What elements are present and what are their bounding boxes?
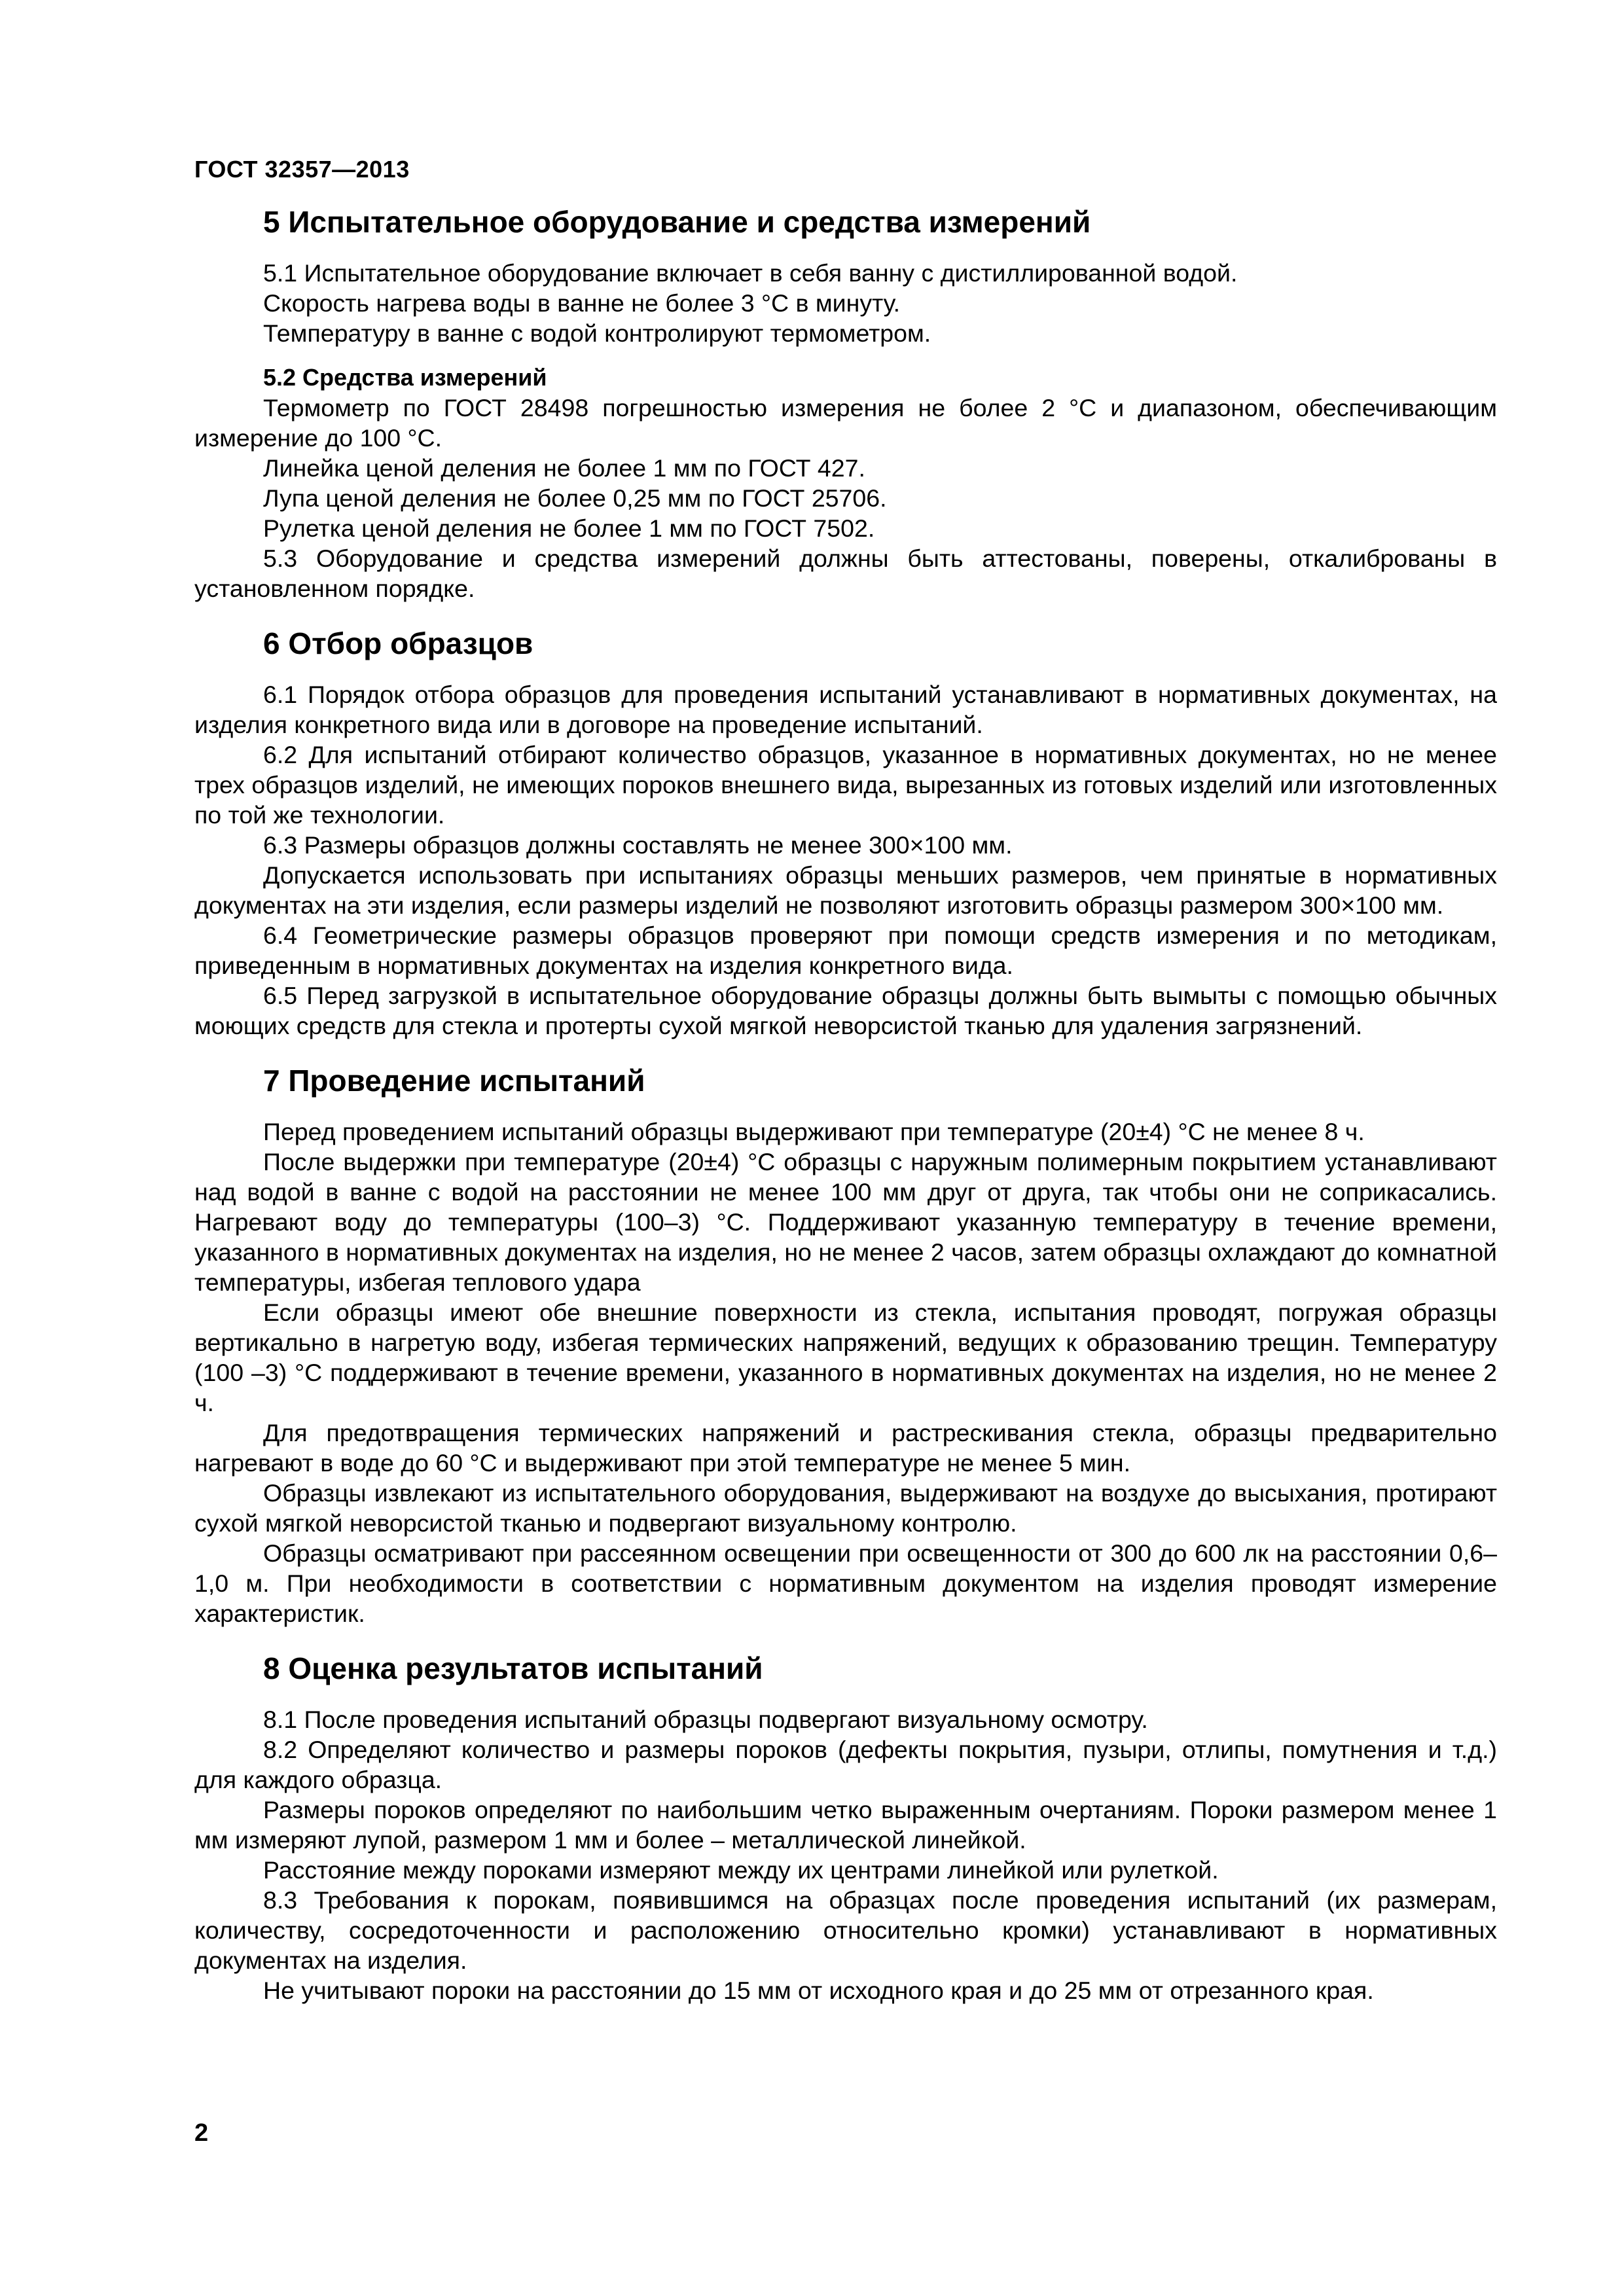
paragraph: 6.2 Для испытаний отбирают количество образцов, указанное в нормативных документах, но не менее трех образцов изделий, не имеющих пороков внешнего вида, вырезанных из готовых изделий или изготовленных по той же технологии. (194, 741, 1497, 829)
paragraph: Образцы извлекают из испытательного оборудования, выдерживают на воздухе до высыхания, протирают сухой мягкой неворсистой тканью и подвергают визуальному контролю. (194, 1479, 1497, 1537)
paragraph: 8.3 Требования к порокам, появившимся на образцах после проведения испытаний (их размерам, количеству, сосредоточенности и расположению относительно кромки) устанавливают в нормативных документах на изделия. (194, 1886, 1497, 1974)
paragraph: Термометр по ГОСТ 28498 погрешностью измерения не более 2 °С и диапазоном, обеспечивающим измерение до 100 °С. (194, 394, 1497, 452)
paragraph: Перед проведением испытаний образцы выдерживают при температуре (20±4) °С не менее 8 ч. (263, 1118, 1365, 1145)
section-title-5: 5 Испытательное оборудование и средства измерений (263, 205, 1091, 239)
document-body (194, 199, 1497, 2005)
section-title-8: 8 Оценка результатов испытаний (263, 1651, 763, 1685)
paragraph: Лупа ценой деления не более 0,25 мм по ГОСТ 25706. (263, 484, 887, 512)
paragraph: 6.5 Перед загрузкой в испытательное оборудование образцы должны быть вымыты с помощью обычных моющих средств для стекла и протерты сухой мягкой неворсистой тканью для удаления загрязнений. (194, 982, 1497, 1039)
document-code-header: ГОСТ 32357—2013 (194, 156, 410, 183)
paragraph: 6.3 Размеры образцов должны составлять не менее 300×100 мм. (263, 831, 1013, 859)
paragraph: 6.4 Геометрические размеры образцов проверяют при помощи средств измерения и по методикам, приведенным в нормативных документах на изделия конкретного вида. (194, 922, 1497, 979)
paragraph: 8.1 После проведения испытаний образцы подвергают визуальному осмотру. (263, 1706, 1148, 1733)
section-title-7: 7 Проведение испытаний (263, 1064, 645, 1098)
paragraph: Скорость нагрева воды в ванне не более 3 °С в минуту. (263, 289, 901, 317)
paragraph: 8.2 Определяют количество и размеры пороков (дефекты покрытия, пузыри, отлипы, помутнения и т.д.) для каждого образца. (194, 1736, 1497, 1793)
paragraph: Расстояние между пороками измеряют между их центрами линейкой или рулеткой. (263, 1856, 1219, 1884)
paragraph: 5.3 Оборудование и средства измерений должны быть аттестованы, поверены, откалиброваны в установленном порядке. (194, 545, 1497, 602)
paragraph: Для предотвращения термических напряжений и растрескивания стекла, образцы предварительно нагревают в воде до 60 °С и выдерживают при этой температуре не менее 5 мин. (194, 1419, 1497, 1477)
paragraph: Если образцы имеют обе внешние поверхности из стекла, испытания проводят, погружая образцы вертикально в нагретую воду, избегая термических напряжений, ведущих к образованию трещин. Температуру (100 –3) °С поддерживают в течение времени, указанного в нормативных документах на изделия, но не менее 2 ч. (194, 1299, 1497, 1416)
paragraph: 6.1 Порядок отбора образцов для проведения испытаний устанавливают в нормативных документах, на изделия конкретного вида или в договоре на проведение испытаний. (194, 681, 1497, 738)
paragraph: Линейка ценой деления не более 1 мм по ГОСТ 427. (263, 454, 865, 482)
paragraph: 5.1 Испытательное оборудование включает в себя ванну с дистиллированной водой. (263, 259, 1238, 287)
paragraph: Образцы осматривают при рассеянном освещении при освещенности от 300 до 600 лк на расстоянии 0,6–1,0 м. При необходимости в соответствии с нормативным документом на изделия проводят измерение характеристик. (194, 1539, 1497, 1627)
paragraph: Не учитывают пороки на расстоянии до 15 мм от исходного края и до 25 мм от отрезанного края. (263, 1977, 1374, 2004)
paragraph: Температуру в ванне с водой контролируют термометром. (263, 319, 931, 347)
paragraph: После выдержки при температуре (20±4) °С образцы с наружным полимерным покрытием устанавливают над водой в ванне с водой на расстоянии не менее 100 мм друг от друга, так чтобы они не соприкасались. Нагревают воду до температуры (100–3) °С. Поддерживают указанную температуру в течение времени, указанного в нормативных документах на изделия, но не менее 2 часов, затем образцы охлаждают до комнатной температуры, избегая теплового удара (194, 1148, 1497, 1296)
paragraph: Размеры пороков определяют по наибольшим четко выраженным очертаниям. Пороки размером менее 1 мм измеряют лупой, размером 1 мм и более – металлической линейкой. (194, 1796, 1497, 1854)
section-title-6: 6 Отбор образцов (263, 626, 533, 660)
page-number: 2 (194, 2119, 209, 2147)
subsection-title-5-2: 5.2 Средства измерений (263, 364, 547, 391)
paragraph: Рулетка ценой деления не более 1 мм по ГОСТ 7502. (263, 514, 875, 542)
paragraph: Допускается использовать при испытаниях образцы меньших размеров, чем принятые в нормативных документах на эти изделия, если размеры изделий не позволяют изготовить образцы размером 300×100 мм. (194, 861, 1497, 919)
